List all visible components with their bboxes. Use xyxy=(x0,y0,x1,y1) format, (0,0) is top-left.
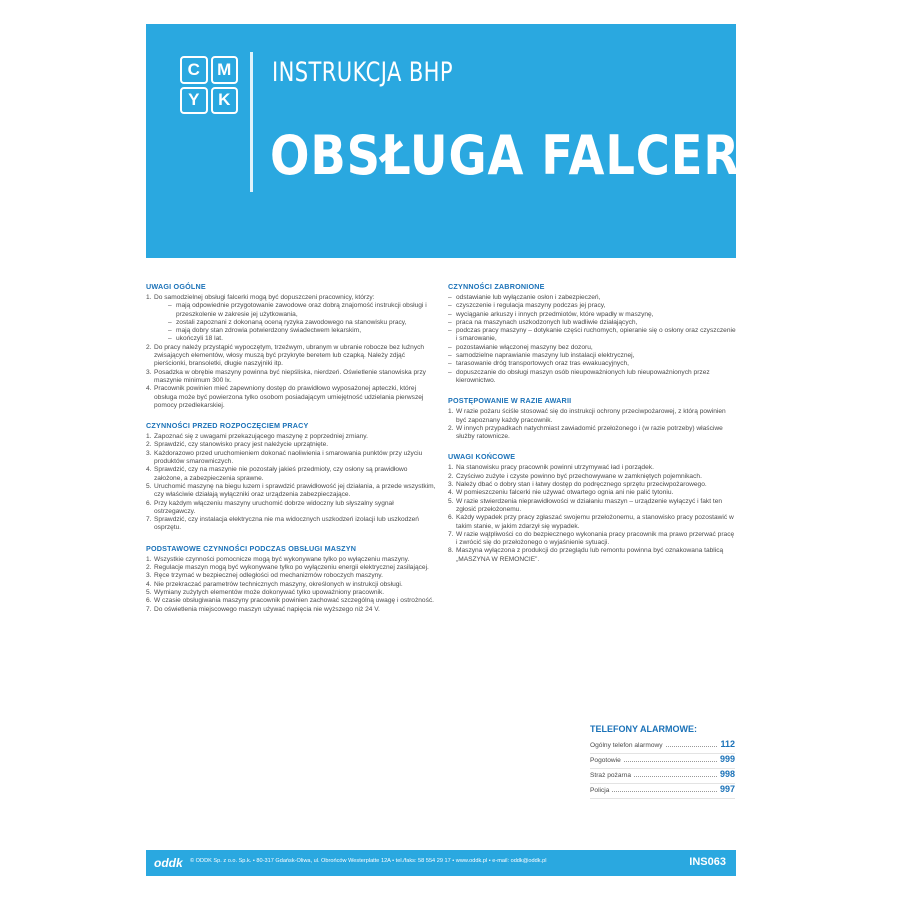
list-item xyxy=(146,433,436,441)
phone-row xyxy=(590,769,735,784)
header-divider xyxy=(250,52,253,192)
item-text: W pomieszczeniu falcerki nie używać otwartego ognia ani nie palić tytoniu. xyxy=(456,489,674,497)
phone-number: 112 xyxy=(720,739,735,749)
sub-list xyxy=(154,302,436,343)
logo-letter: M xyxy=(211,56,239,84)
list-item xyxy=(146,294,436,344)
section xyxy=(448,282,736,385)
phone-row xyxy=(590,754,735,769)
item-number: 6. xyxy=(448,514,454,522)
dot-leader xyxy=(624,755,717,762)
footer-contact: © ODDK Sp. z o.o. Sp.k. • 80-317 Gdańsk-Oliwa, ul. Obrońców Westerplatte 12A • tel./faks: 58 554 29 17 • www.oddk.pl • e-mail: oddk@oddk.pl xyxy=(190,858,547,864)
right-column xyxy=(448,282,736,575)
page-title: OBSŁUGA FALCERKI xyxy=(270,124,795,187)
logo-letter: C xyxy=(180,56,208,84)
item-number: 2. xyxy=(146,564,152,572)
item-number: 3. xyxy=(146,572,152,580)
item-text: Sprawdzić, czy na maszynie nie pozostały jakieś przedmioty, czy osłony są prawidłowo założone, a zabezpieczenia sprawne. xyxy=(154,466,408,482)
section-heading: UWAGI OGÓLNE xyxy=(146,282,206,291)
item-number: 4. xyxy=(146,580,152,588)
phone-row xyxy=(590,739,735,754)
bullet-item: – praca na maszynach uszkodzonych lub wadliwie działających, xyxy=(448,319,736,327)
header-banner xyxy=(146,24,795,258)
item-text: W razie stwierdzenia nieprawidłowości w działaniu maszyn – urządzenie wyłączyć i fakt ten zgłosić przełożonemu. xyxy=(456,497,723,513)
phone-number: 999 xyxy=(719,754,735,764)
item-text: W razie pożaru ściśle stosować się do instrukcji ochrony przeciwpożarowej, z którą powinien być zapoznany każdy pracownik. xyxy=(456,408,726,424)
document-code: INS063 xyxy=(689,856,726,868)
list-item xyxy=(146,572,436,580)
bullet-item: – dopuszczanie do obsługi maszyn osób nieupoważnionych lub nieupoważnionych przez kierownictwo. xyxy=(448,369,736,386)
section xyxy=(146,544,436,614)
footer-bar xyxy=(146,850,736,876)
item-text: W czasie obsługiwania maszyny pracownik powinien zachować szczególną uwagę i ostrożność. xyxy=(154,597,435,605)
phones-heading: TELEFONY ALARMOWE: xyxy=(590,724,697,734)
item-text: Regulacje maszyn mogą być wykonywane tylko po wyłączeniu energii elektrycznej zasilającej. xyxy=(154,564,429,572)
item-number: 6. xyxy=(146,597,152,605)
item-text: Ręce trzymać w bezpiecznej odległości od mechanizmów roboczych maszyny. xyxy=(154,572,383,580)
item-text: Przy każdym włączeniu maszyny uruchomić dobrze widoczny lub słyszalny sygnał ostrzegawczy. xyxy=(154,499,394,515)
list-item xyxy=(448,531,736,548)
list-item xyxy=(448,489,736,497)
instruction-sheet xyxy=(146,24,795,876)
section-heading: CZYNNOŚCI PRZED ROZPOCZĘCIEM PRACY xyxy=(146,421,309,431)
item-text: W innych przypadkach natychmiast zawiadomić przełożonego i (w razie potrzeby) właściwe służby ratownicze. xyxy=(456,424,723,441)
item-text: Do samodzielnej obsługi falcerki mogą być dopuszczeni pracownicy, którzy: xyxy=(154,294,375,301)
item-text: Do oświetlenia miejscowego maszyn używać napięcia nie wyższego niż 24 V. xyxy=(154,605,380,613)
section-heading: PODSTAWOWE CZYNNOŚCI PODCZAS OBSŁUGI MASZYN xyxy=(146,543,357,553)
list-item xyxy=(448,473,736,481)
dot-leader xyxy=(612,785,717,792)
item-number: 2. xyxy=(448,472,454,480)
item-number: 2. xyxy=(146,441,152,449)
list-item xyxy=(448,498,736,515)
phone-number: 998 xyxy=(719,769,735,779)
section xyxy=(448,452,736,564)
list-item xyxy=(146,589,436,597)
sub-item: – zostali zapoznani z dokonaną oceną ryzyka zawodowego na stanowisku pracy, xyxy=(168,319,436,327)
list-item xyxy=(146,344,436,369)
list-item xyxy=(146,466,436,483)
item-text: Sprawdzić, czy instalacja elektryczna nie ma widocznych uszkodzeń izolacji lub uszkodzeń osprzętu. xyxy=(154,516,419,532)
item-text: Posadzka w obrębie maszyny powinna być niepśliska, nierdzeń. Oświetlenie stanowiska przy maszynie minimum 300 lx. xyxy=(154,368,426,384)
item-text: W razie wątpliwości co do bezpiecznego wykonania pracy pracownik ma prawo przerwać pracę i zwrócić się do przełożonego o wyjaśnienie sytuacji. xyxy=(456,530,735,547)
list-item xyxy=(146,500,436,517)
emergency-phones xyxy=(590,724,735,799)
phone-row xyxy=(590,784,735,799)
section-heading: POSTĘPOWANIE W RAZIE AWARII xyxy=(448,396,572,406)
section xyxy=(146,421,436,533)
phone-label: Ogólny telefon alarmowy xyxy=(590,742,663,749)
item-number: 7. xyxy=(146,605,152,613)
item-text: Maszyna wyłączona z produkcji do przeglądu lub remontu powinna być oznakowana tablicą „MASZYNA W REMONCIE”. xyxy=(456,547,724,563)
section-heading: CZYNNOŚCI ZABRONIONE xyxy=(448,282,545,291)
footer-logo: oddk xyxy=(154,856,183,870)
dot-leader xyxy=(634,770,717,777)
phone-label: Pogotowie xyxy=(590,757,621,764)
item-text: Sprawdzić, czy stanowisko pracy jest należycie uprzątnięte. xyxy=(154,441,329,449)
item-text: Na stanowisku pracy pracownik powinni utrzymywać ład i porządek. xyxy=(456,464,654,472)
item-number: 2. xyxy=(448,424,454,432)
list-item xyxy=(146,556,436,564)
list-item xyxy=(146,441,436,449)
list-item xyxy=(146,369,436,386)
section xyxy=(448,396,736,441)
list-item xyxy=(146,483,436,500)
item-number: 4. xyxy=(146,385,152,393)
item-number: 7. xyxy=(146,516,152,524)
item-number: 4. xyxy=(146,466,152,474)
item-number: 1. xyxy=(146,294,152,301)
left-column xyxy=(146,282,436,625)
header-kicker: INSTRUKCJA BHP xyxy=(272,57,453,88)
list-item xyxy=(448,514,736,531)
sub-item: – mają dobry stan zdrowia potwierdzony świadectwem lekarskim, xyxy=(168,327,436,335)
dot-leader xyxy=(666,740,718,747)
list-item xyxy=(146,597,436,605)
bullet-item: – czyszczenie i regulacja maszyny podczas jej pracy, xyxy=(448,302,736,310)
item-text: Wymiany zużytych elementów może dokonywać tylko upoważniony pracownik. xyxy=(154,588,385,596)
section xyxy=(146,282,436,410)
section-heading: UWAGI KOŃCOWE xyxy=(448,452,516,462)
bullet-item: – pozostawianie włączonej maszyny bez dozoru, xyxy=(448,344,736,352)
item-number: 7. xyxy=(448,530,454,538)
item-text: Każdy wypadek przy pracy zgłaszać swojemu przełożonemu, a stanowisko pracy pozostawić w takim stanie, w jakim zdarzył się wypadek. xyxy=(456,514,734,530)
item-text: Zapoznać się z uwagami przekazującego maszynę z poprzedniej zmiany. xyxy=(154,433,368,441)
cmyk-logo xyxy=(180,56,238,114)
phone-number: 997 xyxy=(719,784,735,794)
sub-item: – ukończyli 18 lat. xyxy=(168,335,436,343)
bullet-item: – odstawianie lub wyłączanie osłon i zabezpieczeń, xyxy=(448,294,736,302)
list-item xyxy=(146,450,436,467)
item-number: 1. xyxy=(448,464,454,472)
item-number: 3. xyxy=(146,449,152,457)
bullet-item: – podczas pracy maszyny – dotykanie części ruchomych, opieranie się o osłony oraz czyszczenie i smarowanie, xyxy=(448,327,736,344)
bullet-item: – samodzielne naprawianie maszyny lub instalacji elektrycznej, xyxy=(448,352,736,360)
item-text: Każdorazowo przed uruchomieniem dokonać naoliwienia i smarowania punktów przy użyciu produktów smarowniczych. xyxy=(154,449,423,466)
list-item xyxy=(448,547,736,564)
item-text: Należy dbać o dobry stan i łatwy dostęp do podręcznego sprzętu przeciwpożarowego. xyxy=(456,481,707,489)
item-text: Pracownik powinien mieć zapewniony dostęp do prawidłowo wyposażonej apteczki, której obsługa może być powierzona tylko osobom posiadającym umiejętność udzielania pierwszej pomocy przedlekarskiej. xyxy=(154,385,424,409)
section-list xyxy=(146,556,436,614)
item-text: Wszystkie czynności pomocnicze mogą być wykonywane tylko po wyłączeniu maszyny. xyxy=(154,555,410,563)
item-number: 1. xyxy=(146,433,152,441)
phone-label: Policja xyxy=(590,787,610,794)
logo-letter: K xyxy=(211,87,239,115)
section-list xyxy=(448,408,736,441)
list-item xyxy=(146,385,436,410)
list-item xyxy=(146,606,436,614)
item-number: 6. xyxy=(146,499,152,507)
list-item xyxy=(146,516,436,533)
list-item xyxy=(448,481,736,489)
item-number: 3. xyxy=(448,481,454,489)
item-number: 5. xyxy=(448,497,454,505)
item-text: Do pracy należy przystąpić wypoczętym, trzeźwym, ubranym w ubranie robocze bez luźnych zwisających elementów, włosy muszą być przykryte beretem lub czapką. Należy zdjąć pierścionki, bransoletki, długie naszyjniki itp. xyxy=(154,343,425,368)
item-number: 2. xyxy=(146,343,152,351)
item-number: 3. xyxy=(146,368,152,376)
item-number: 1. xyxy=(146,555,152,563)
item-text: Nie przekraczać parametrów technicznych maszyny, określonych w instrukcji obsługi. xyxy=(154,580,403,588)
section-list xyxy=(448,464,736,564)
sub-item: – mają odpowiednie przygotowanie zawodowe oraz dobrą znajomość instrukcji obsługi i przeszkolenie w zakresie jej użytkowania, xyxy=(168,302,436,319)
section-list xyxy=(146,433,436,533)
list-item xyxy=(448,408,736,425)
item-number: 5. xyxy=(146,482,152,490)
bullet-item: – wyciąganie arkuszy i innych przedmiotów, które wpadły w maszynę, xyxy=(448,311,736,319)
item-number: 5. xyxy=(146,588,152,596)
bullet-item: – tarasowanie dróg transportowych oraz tras ewakuacyjnych, xyxy=(448,360,736,368)
phone-label: Straż pożarna xyxy=(590,772,632,779)
item-number: 1. xyxy=(448,408,454,416)
list-item xyxy=(448,425,736,442)
list-item xyxy=(448,464,736,472)
item-number: 8. xyxy=(448,547,454,555)
list-item xyxy=(146,564,436,572)
item-text: Uruchomić maszynę na biegu luzem i sprawdzić prawidłowość jej działania, a przede wszystkim, czy właściwie działają wyłączniki oraz urządzenia zabezpieczające. xyxy=(154,482,436,499)
item-text: Czyściwo zużyte i czyste powinno być przechowywane w zamkniętych pojemnikach. xyxy=(456,472,702,480)
item-number: 4. xyxy=(448,489,454,497)
section-list xyxy=(146,294,436,410)
list-item xyxy=(146,581,436,589)
logo-letter: Y xyxy=(180,87,208,115)
section-list xyxy=(448,294,736,385)
